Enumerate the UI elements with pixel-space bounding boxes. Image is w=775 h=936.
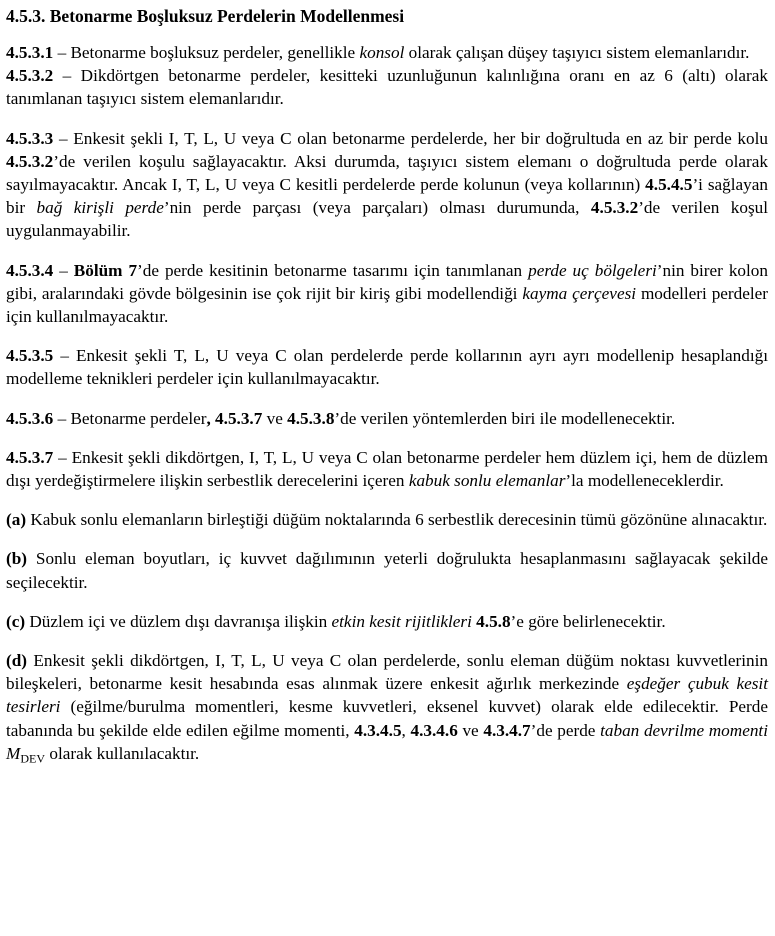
italic-term: eşdeğer çubuk kesit tesirleri bbox=[6, 674, 768, 717]
paragraph-p3 bbox=[6, 127, 768, 243]
text-run: – Betonarme boşluksuz perdeler, genellikle bbox=[53, 43, 360, 62]
text-run: olarak kullanılacaktır. bbox=[45, 743, 200, 763]
section-heading: 4.5.3. Betonarme Boşluksuz Perdelerin Modellenmesi bbox=[6, 6, 405, 26]
italic-term: kabuk sonlu elemanlar bbox=[408, 471, 566, 491]
text-run: ’la modelleneceklerdir. bbox=[565, 471, 724, 491]
italic-term: taban devrilme momenti bbox=[600, 720, 768, 740]
text-run: ’de verilen koşulu sağlayacaktır. Aksi durumda, taşıyıcı sistem elemanı o doğrultuda perde olarak sayılmayacaktır. Ancak I, T, L, U veya C kesitli perdelerde perde kolunun (veya kollarının) bbox=[6, 151, 768, 195]
bold-ref: 4.3.4.5 bbox=[354, 720, 402, 740]
bold-ref: 4.5.3.8 bbox=[287, 408, 335, 428]
text-run: – Enkesit şekli T, L, U veya C olan perdelerde perde kollarının ayrı ayrı modellenip hesaplandığı modelleme teknikleri perdeler için kullanılmayacaktır. bbox=[6, 346, 768, 389]
bold-ref: (b) bbox=[6, 549, 28, 569]
text-run: – Enkesit şekli dikdörtgen, I, T, L, U veya C olan betonarme perdeler hem düzlem içi, hem de düzlem dışı yerdeğiştirmelere ilişkin serbestlik derecelerini içeren bbox=[6, 447, 768, 491]
italic-term: etkin kesit rijitlikleri bbox=[331, 611, 472, 631]
bold-ref: (a) bbox=[6, 510, 27, 530]
bold-ref: (d) bbox=[6, 651, 28, 671]
text-run: – Enkesit şekli I, T, L, U veya C olan betonarme perdelerde, her bir doğrultuda en az bir perde kolu bbox=[53, 128, 768, 148]
text-run: Enkesit şekli dikdörtgen, I, T, L, U veya C olan perdelerde, sonlu eleman düğüm noktası kuvvetlerinin bileşkeleri, betonarme kesit hesabında esas alınmak üzere enkesit ağırlık merkezinde bbox=[6, 651, 768, 694]
bold-ref: , 4.5.3.7 bbox=[206, 408, 263, 428]
paragraph-p1 bbox=[6, 41, 768, 64]
bold-ref: 4.5.3.4 bbox=[6, 260, 54, 280]
text-run: ’nin perde parçası (veya parçaları) olması durumunda, bbox=[163, 198, 591, 218]
text-run: ve bbox=[457, 720, 484, 740]
bold-ref: 4.5.4.5 bbox=[645, 175, 693, 195]
text-run: ’nin birer kolon gibi, aralarındaki gövde bölgesinin ise çok rijit bir kiriş gibi modellendiği bbox=[6, 260, 768, 303]
bold-ref: 4.5.3.7 bbox=[6, 447, 54, 467]
text-run: ’de perde kesitinin betonarme tasarımı için tanımlanan bbox=[137, 260, 529, 280]
paragraph-p7 bbox=[6, 446, 768, 492]
bold-ref: 4.5.3.2 bbox=[590, 198, 639, 218]
text-run: ’e göre belirlenecektir. bbox=[510, 611, 666, 631]
text-run: modelleri perdeler için kullanılmayacaktır. bbox=[6, 283, 768, 327]
text-run: olarak çalışan düşey taşıyıcı sistem elemanlarıdır. bbox=[404, 43, 750, 62]
paragraph-list bbox=[6, 41, 768, 765]
paragraph-p5 bbox=[6, 344, 768, 390]
paragraph-p4 bbox=[6, 259, 768, 329]
text-run: Kabuk sonlu elemanların birleştiği düğüm noktalarında 6 serbestlik derecesinin tümü gözönüne alınacaktır. bbox=[26, 510, 768, 530]
italic-term: konsol bbox=[359, 43, 405, 62]
text-run: ’de verilen yöntemlerden biri ile modellenecektir. bbox=[334, 408, 676, 428]
text-run: , bbox=[401, 720, 411, 740]
bold-ref: 4.5.3.1 bbox=[6, 43, 54, 62]
bold-ref: 4.5.3.6 bbox=[6, 408, 54, 428]
italic-term: bağ kirişli perde bbox=[36, 198, 164, 218]
text-run: – bbox=[53, 260, 74, 280]
text-run: ’de verilen koşul uygulanmayabilir. bbox=[6, 198, 768, 241]
text-run: – Betonarme perdeler bbox=[53, 408, 207, 428]
text-run: Düzlem içi ve düzlem dışı davranışa ilişkin bbox=[25, 611, 332, 631]
bold-ref: 4.5.3.2 bbox=[6, 66, 54, 86]
text-run: ’de perde bbox=[530, 720, 601, 740]
text-run: – Dikdörtgen betonarme perdeler, kesitteki uzunluğunun kalınlığına oranı en az 6 (altı) olarak tanımlanan taşıyıcı sistem elemanlarıdır. bbox=[6, 66, 768, 109]
bold-ref: (c) bbox=[6, 611, 26, 631]
bold-ref: 4.5.3.3 bbox=[6, 128, 54, 148]
paragraph-p10 bbox=[6, 610, 768, 633]
bold-ref: Bölüm 7 bbox=[73, 260, 138, 280]
paragraph-p8 bbox=[6, 508, 768, 531]
italic-term: kayma çerçevesi bbox=[522, 283, 637, 303]
bold-ref: 4.3.4.7 bbox=[483, 720, 531, 740]
text-run: (eğilme/burulma momentleri, kesme kuvvetleri, eksenel kuvvet) olarak elde edilecektir. Perde tabanında bu şekilde elde edilen eğilme momenti, bbox=[6, 697, 768, 740]
paragraph-p2 bbox=[6, 64, 768, 110]
bold-ref: 4.3.4.6 bbox=[410, 720, 458, 740]
bold-ref: 4.5.8 bbox=[476, 611, 511, 631]
bold-ref: 4.5.3.2 bbox=[6, 151, 54, 171]
bold-ref: 4.5.3.5 bbox=[6, 346, 54, 366]
italic-term: M bbox=[6, 743, 21, 763]
document-page bbox=[6, 4, 768, 765]
paragraph-p6 bbox=[6, 407, 768, 430]
subscript: DEV bbox=[20, 751, 46, 766]
text-run: Sonlu eleman boyutları, iç kuvvet dağılımının yeterli doğrulukta hesaplanmasını sağlayacak şekilde seçilecektir. bbox=[6, 549, 768, 592]
italic-term: perde uç bölgeleri bbox=[528, 260, 657, 280]
text-run: ve bbox=[262, 408, 288, 428]
text-run: ’i sağlayan bir bbox=[6, 175, 768, 218]
paragraph-p9 bbox=[6, 547, 768, 593]
paragraph-p11 bbox=[6, 649, 768, 765]
